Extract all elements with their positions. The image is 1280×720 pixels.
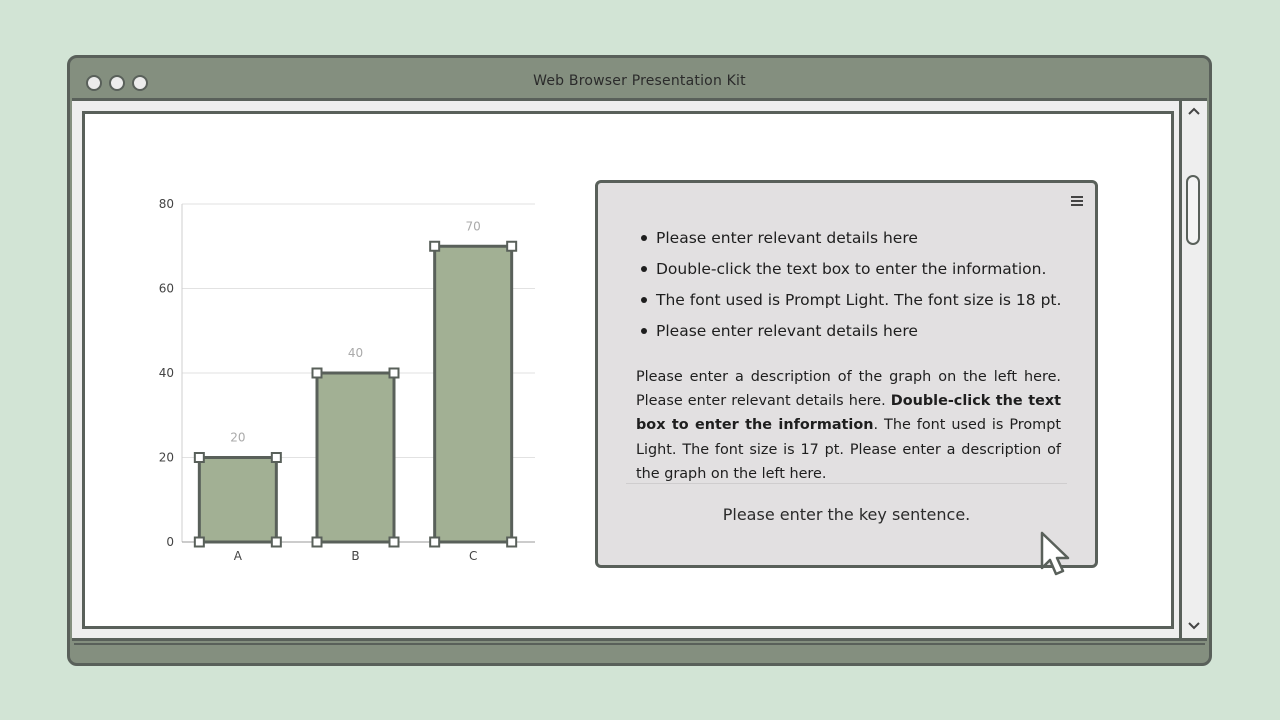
status-bar: [74, 643, 1205, 659]
bar: [199, 458, 276, 543]
scroll-up-icon[interactable]: [1186, 105, 1202, 119]
data-label: 40: [347, 346, 364, 360]
mouse-pointer-icon: [1036, 530, 1076, 580]
y-tick-label: 0: [166, 535, 174, 549]
bar: [317, 373, 394, 542]
x-tick-label: A: [233, 549, 242, 563]
bar-handle: [430, 242, 439, 251]
data-label: 70: [465, 219, 481, 234]
bullet-item: The font used is Prompt Light. The font size is 18 pt.: [638, 289, 1065, 320]
y-tick-label: 40: [158, 366, 174, 380]
description-bold-text: Double-click the text box to enter the information: [636, 393, 1061, 434]
data-label: 20: [230, 430, 246, 445]
bar-handle: [272, 538, 281, 547]
key-sentence: Please enter the key sentence.: [722, 505, 971, 524]
y-tick-label: 60: [158, 281, 174, 296]
bullet-item: Please enter relevant details here: [638, 227, 1065, 258]
hamburger-menu-icon[interactable]: [1071, 195, 1083, 207]
bullet-list: [638, 227, 1065, 351]
text-panel[interactable]: [595, 180, 1098, 568]
bar-handle: [313, 369, 322, 378]
bar-handle: [195, 538, 204, 547]
y-tick-label: 80: [158, 197, 174, 211]
title-bar: [70, 58, 1209, 96]
bar-handle: [507, 538, 516, 547]
scrollbar-thumb[interactable]: [1186, 175, 1200, 245]
bar-handle: [390, 538, 399, 547]
scroll-down-icon[interactable]: [1186, 620, 1202, 634]
bar-handle: [272, 453, 281, 462]
x-tick-label: C: [468, 549, 478, 563]
bullet-item: Please enter relevant details here: [638, 320, 1065, 351]
bar-handle: [195, 453, 204, 462]
bar-handle: [313, 538, 322, 547]
description-text: . The font used is Prompt Light. The font size is 17 pt. Please enter a description of the graph on the left here.: [636, 417, 1061, 482]
description-text: Please enter a description of the graph on the left here. Please enter relevant details here.: [636, 369, 1061, 410]
bar-handle: [507, 242, 516, 251]
bar-handle: [390, 369, 399, 378]
graph-description: [636, 365, 1061, 486]
x-tick-label: B: [351, 549, 360, 563]
bar: [435, 246, 512, 542]
window-title: Web Browser Presentation Kit: [533, 73, 746, 89]
vertical-scrollbar[interactable]: [1179, 101, 1207, 638]
y-tick-label: 20: [158, 450, 174, 465]
bullet-item: Double-click the text box to enter the information.: [638, 258, 1065, 289]
bar-handle: [430, 538, 439, 547]
bar-chart: [150, 190, 550, 580]
divider: [626, 483, 1067, 484]
